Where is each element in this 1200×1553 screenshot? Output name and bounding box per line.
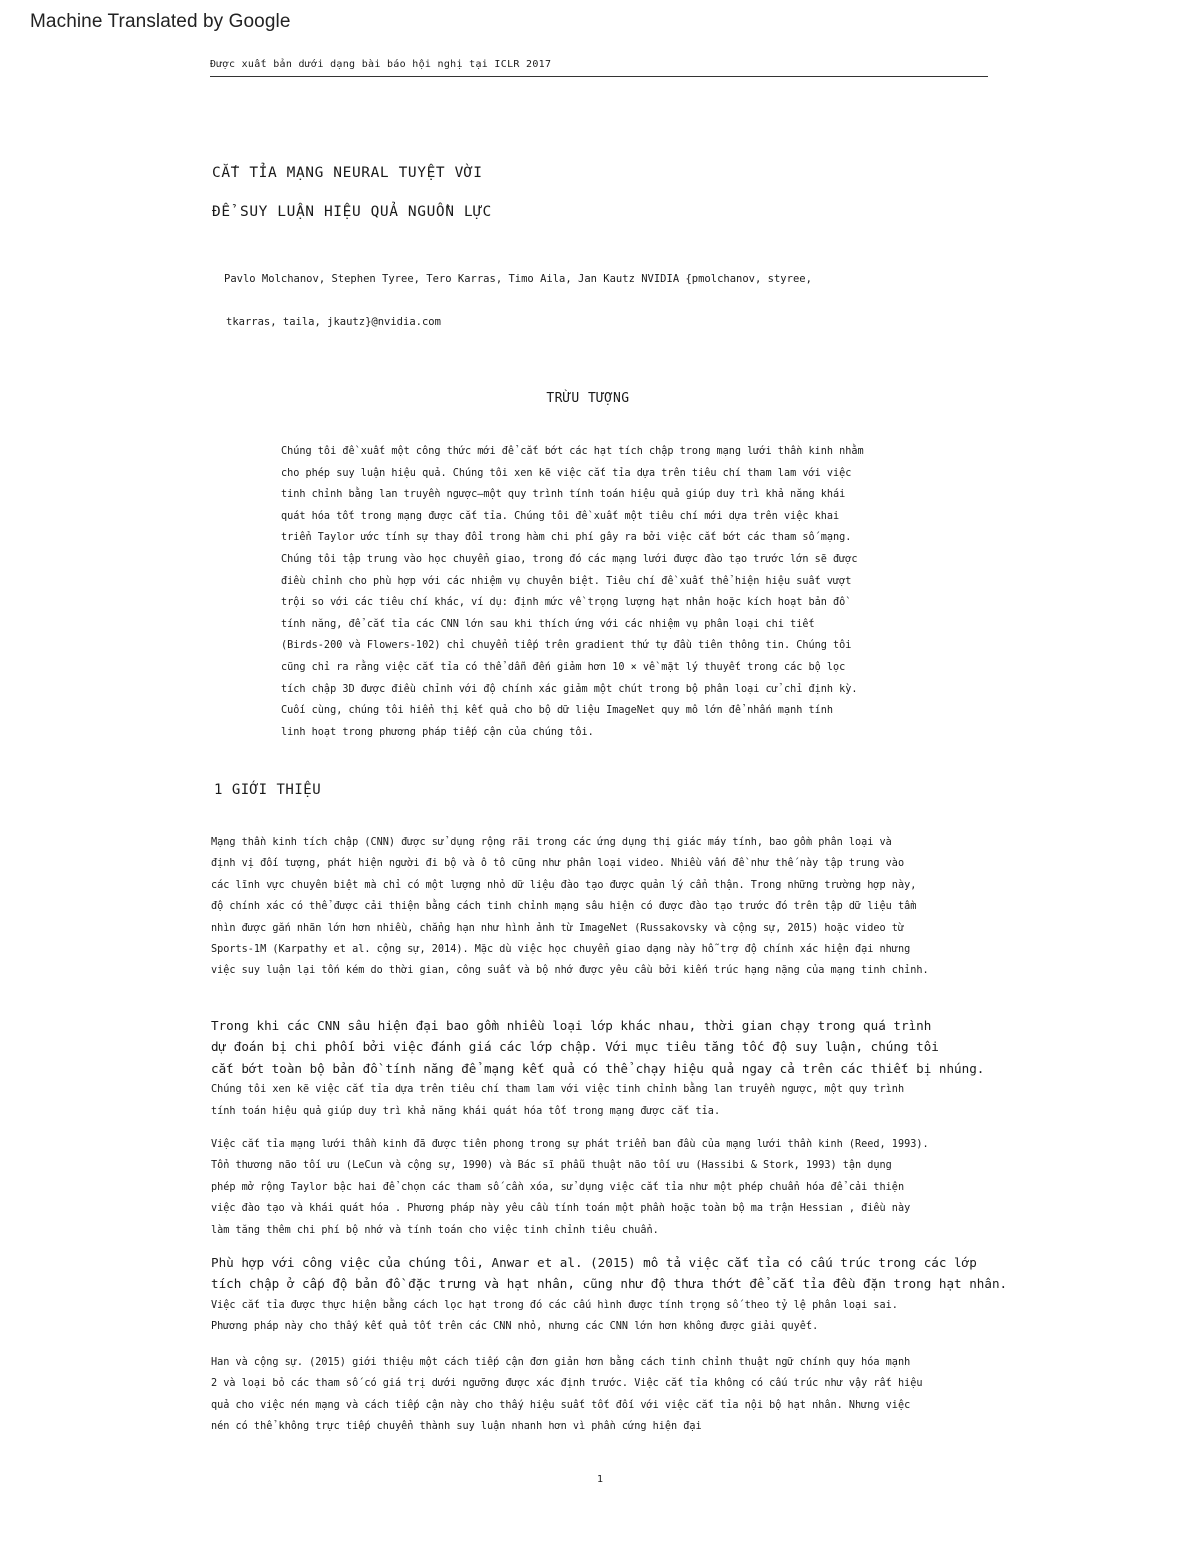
abstract-line: Chúng tôi tập trung vào học chuyển giao, trong đó các mạng lưới được đào tạo trước lớn sẽ được <box>281 553 858 565</box>
paragraph-line: độ chính xác có thể được cải thiện bằng cách tinh chỉnh mạng sâu hiện có được đào tạo trước đó trên tập dữ liệu tầm <box>211 901 917 913</box>
authors-line-2: tkarras, taila, jkautz}@nvidia.com <box>226 316 441 328</box>
paragraph-line: việc suy luận lại tốn kém do thời gian, công suất và bộ nhớ được yêu cầu bởi kiến trúc hạng nặng của mạng tinh chỉnh. <box>211 965 929 977</box>
abstract-line: quát hóa tốt trong mạng được cắt tỉa. Chúng tôi đề xuất một tiêu chí mới dựa trên việc khai <box>281 510 840 522</box>
abstract-line: trội so với các tiêu chí khác, ví dụ: định mức về trọng lượng hạt nhân hoặc kích hoạt bản đồ <box>281 597 846 609</box>
paragraph-line: 2 và loại bỏ các tham số có giá trị dưới ngưỡng được xác định trước. Việc cắt tỉa không có cấu trúc như vậy rất hiệu <box>211 1378 923 1390</box>
paragraph-line: Han và cộng sự. (2015) giới thiệu một cách tiếp cận đơn giản hơn bằng cách tinh chỉnh thuật ngữ chính quy hóa mạnh <box>211 1357 911 1368</box>
machine-translation-watermark: Machine Translated by Google <box>30 11 291 32</box>
paragraph-line: Chúng tôi xen kẽ việc cắt tỉa dựa trên tiêu chí tham lam với việc tinh chỉnh bằng lan truyền ngược, một quy trình <box>211 1084 905 1096</box>
paragraph-line: cắt bớt toàn bộ bản đồ tính năng để mạng kết quả có thể chạy hiệu quả ngay cả trên các thiết bị nhúng. <box>211 1060 985 1076</box>
paragraph-line: tích chập ở cấp độ bản đồ đặc trưng và hạt nhân, cũng như độ thưa thớt để cắt tỉa đều đặn trong hạt nhân. <box>211 1276 1008 1292</box>
paragraph-line: Sports-1M (Karpathy et al. cộng sự, 2014). Mặc dù việc học chuyển giao dạng này hỗ trợ độ chính xác hiện đại nhưng <box>211 944 911 956</box>
paragraph-line: định vị đối tượng, phát hiện người đi bộ và ô tô cũng như phân loại video. Nhiều vấn đề như thế này tập trung vào <box>211 858 905 870</box>
paper-title-line-2: ĐỂ SUY LUẬN HIỆU QUẢ NGUỒN LỰC <box>212 204 492 220</box>
abstract-line: Chúng tôi đề xuất một công thức mới để cắt bớt các hạt tích chập trong mạng lưới thần kinh nhằm <box>281 446 864 457</box>
abstract-body <box>281 441 921 743</box>
intro-paragraph-2 <box>211 1015 1011 1122</box>
intro-paragraph-3 <box>211 1134 1011 1241</box>
paragraph-line: Phù hợp với công việc của chúng tôi, Anwar et al. (2015) mô tả việc cắt tỉa có cấu trúc trong các lớp <box>211 1255 977 1270</box>
intro-paragraph-4 <box>211 1252 1011 1338</box>
paragraph-line: Mạng thần kinh tích chập (CNN) được sử dụng rộng rãi trong các ứng dụng thị giác máy tính, bao gồm phân loại và <box>211 837 892 848</box>
paragraph-line: các lĩnh vực chuyên biệt mà chỉ có một lượng nhỏ dữ liệu đào tạo được quản lý cẩn thận. Trong những trường hợp này, <box>211 879 917 891</box>
authors-line-1: Pavlo Molchanov, Stephen Tyree, Tero Karras, Timo Aila, Jan Kautz NVIDIA {pmolchanov, styree, <box>224 273 812 285</box>
paragraph-line: Trong khi các CNN sâu hiện đại bao gồm nhiều loại lớp khác nhau, thời gian chạy trong quá trình <box>211 1018 932 1033</box>
paragraph-line: phép mở rộng Taylor bậc hai để chọn các tham số cần xóa, sử dụng việc cắt tỉa như một phép chuẩn hóa để cải thiện <box>211 1181 905 1193</box>
running-header: Được xuất bản dưới dạng bài báo hội nghị tại ICLR 2017 <box>210 59 988 77</box>
paper-title-line-1: CẮT TỈA MẠNG NEURAL TUYỆT VỜI <box>212 165 483 181</box>
page-number: 1 <box>596 1474 604 1485</box>
abstract-line: linh hoạt trong phương pháp tiếp cận của chúng tôi. <box>281 726 594 738</box>
paragraph-line: tính toán hiệu quả giúp duy trì khả năng khái quát hóa tốt trong mạng được cắt tỉa. <box>211 1105 721 1117</box>
abstract-line: cho phép suy luận hiệu quả. Chúng tôi xen kẽ việc cắt tỉa dựa trên tiêu chí tham lam với việc <box>281 467 852 479</box>
abstract-line: tinh chỉnh bằng lan truyền ngược—một quy trình tính toán hiệu quả giúp duy trì khả năng khái <box>281 489 846 501</box>
paragraph-line: Tổn thương não tối ưu (LeCun và cộng sự, 1990) và Bác sĩ phẫu thuật não tối ưu (Hassibi & Stork, 1993) tận dụng <box>211 1160 892 1172</box>
abstract-line: triển Taylor ước tính sự thay đổi trong hàm chi phí gây ra bởi việc cắt bớt các tham số mạng. <box>281 532 852 544</box>
paragraph-line: Việc cắt tỉa mạng lưới thần kinh đã được tiên phong trong sự phát triển ban đầu của mạng lưới thần kinh (Reed, 1993). <box>211 1139 929 1150</box>
abstract-line: Cuối cùng, chúng tôi hiển thị kết quả cho bộ dữ liệu ImageNet quy mô lớn để nhấn mạnh tính <box>281 705 834 717</box>
paragraph-line: Việc cắt tỉa được thực hiện bằng cách lọc hạt trong đó các cấu hình được tính trọng số theo tỷ lệ phân loại sai. <box>211 1299 898 1311</box>
paragraph-line: Phương pháp này cho thấy kết quả tốt trên các CNN nhỏ, nhưng các CNN lớn hơn không được giải quyết. <box>211 1321 819 1333</box>
intro-paragraph-1 <box>211 832 1011 982</box>
abstract-line: điều chỉnh cho phù hợp với các nhiệm vụ chuyên biệt. Tiêu chí đề xuất thể hiện hiệu suất vượt <box>281 575 852 587</box>
paragraph-line: việc đào tạo và khái quát hóa . Phương pháp này yêu cầu tính toán một phần hoặc toàn bộ ma trận Hessian , điều này <box>211 1203 911 1215</box>
section-heading-introduction: 1 GIỚI THIỆU <box>214 782 322 798</box>
paragraph-line: nén có thể không trực tiếp chuyển thành suy luận nhanh hơn vì phần cứng hiện đại <box>211 1421 702 1433</box>
abstract-line: tích chập 3D được điều chỉnh với độ chính xác giảm một chút trong bộ phân loại cử chỉ định kỳ. <box>281 683 858 695</box>
abstract-line: (Birds-200 và Flowers-102) chỉ chuyển tiếp trên gradient thứ tự đầu tiên thông tin. Chúng tôi <box>281 640 852 652</box>
intro-paragraph-5 <box>211 1352 1011 1438</box>
paragraph-line: quả cho việc nén mạng và cách tiếp cận này cho thấy hiệu suất tốt đối với việc cắt tỉa nội bộ hạt nhân. Nhưng việc <box>211 1399 911 1411</box>
abstract-line: cũng chỉ ra rằng việc cắt tỉa có thể dẫn đến giảm hơn 10 × về mặt lý thuyết trong các bộ lọc <box>281 661 846 673</box>
abstract-heading: TRỪU TƯỢNG <box>546 391 630 406</box>
paragraph-line: nhìn được gắn nhãn lớn hơn nhiều, chẳng hạn như hình ảnh từ ImageNet (Russakovsky và cộng sự, 2015) hoặc video từ <box>211 922 905 934</box>
paragraph-line: làm tăng thêm chi phí bộ nhớ và tính toán cho việc tinh chỉnh tiêu chuẩn. <box>211 1224 659 1236</box>
abstract-line: tính năng, để cắt tỉa các CNN lớn sau khi thích ứng với các nhiệm vụ phân loại chi tiết <box>281 618 815 630</box>
paragraph-line: dự đoán bị chi phối bởi việc đánh giá các lớp chập. Với mục tiêu tăng tốc độ suy luận, chúng tôi <box>211 1039 939 1055</box>
